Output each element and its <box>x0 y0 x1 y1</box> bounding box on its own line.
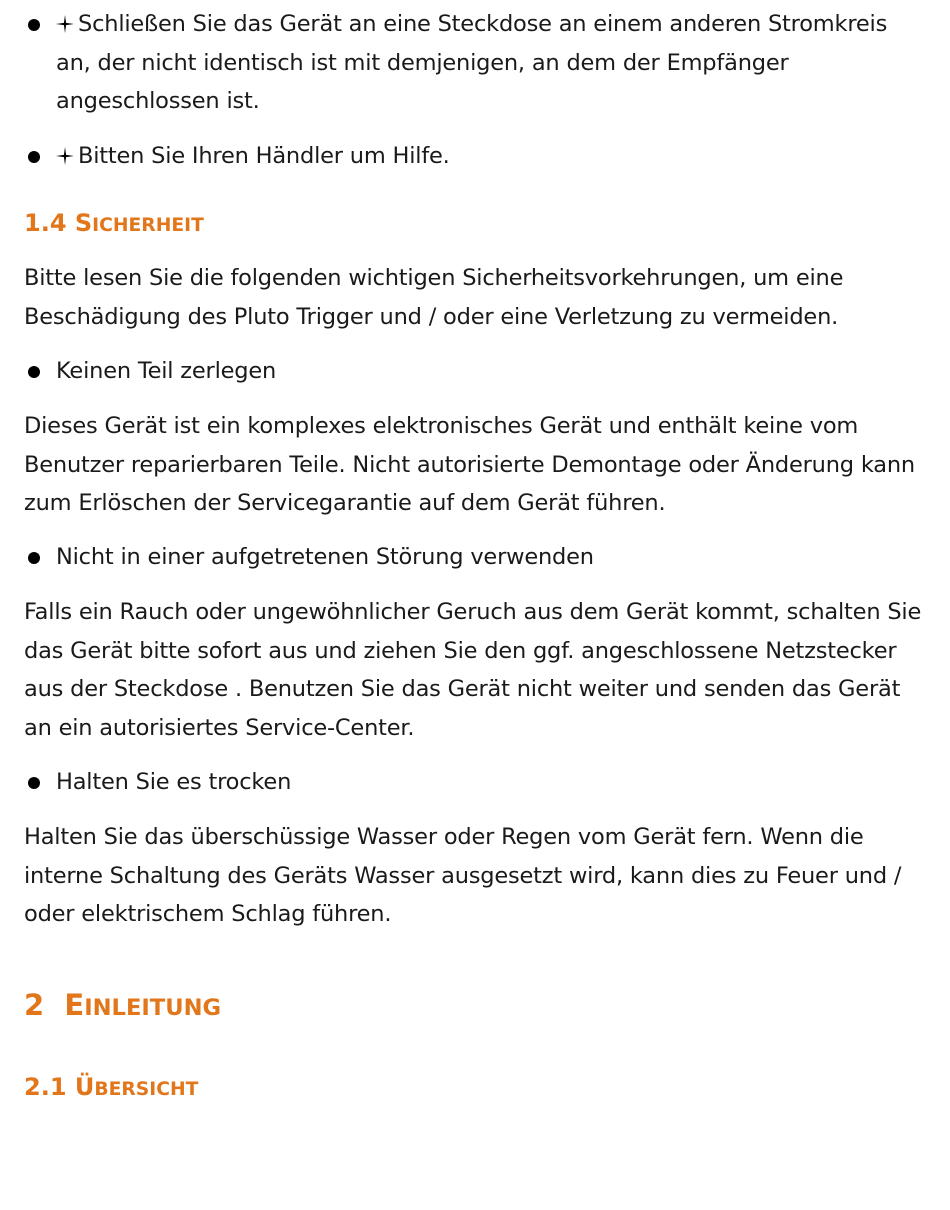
list-item <box>24 538 924 578</box>
section-number: 2 <box>24 988 45 1022</box>
bullet-dot-icon <box>28 19 40 31</box>
section-title-rest: BERSICHT <box>94 1079 199 1100</box>
paragraph: Falls ein Rauch oder ungewöhnlicher Geruch aus dem Gerät kommt, schalten Sie das Gerät bitte sofort aus und ziehen Sie den ggf. angeschlossene Netzstecker aus der Steckdose . Benutzen Sie das Gerät nicht weiter und senden das Gerät an ein autorisiertes Service-Center. <box>24 599 922 741</box>
list-item <box>24 137 924 177</box>
section-number: 1.4 <box>24 209 67 237</box>
bullet-text: Halten Sie es trocken <box>56 769 292 795</box>
section-heading-1-4 <box>24 209 204 237</box>
section-number: 2.1 <box>24 1073 67 1101</box>
bullet-text: Keinen Teil zerlegen <box>56 358 277 384</box>
list-item <box>24 5 924 121</box>
paragraph: Halten Sie das überschüssige Wasser oder Regen vom Gerät fern. Wenn die interne Schaltung des Geräts Wasser ausgesetzt wird, kann dies zu Feuer und / oder elektrischem Schlag führen. <box>24 824 902 927</box>
bullet-dot-icon <box>28 777 40 789</box>
section-title-initial: Ü <box>74 1073 95 1101</box>
four-point-star-icon <box>56 15 74 33</box>
bullet-text: Bitten Sie Ihren Händler um Hilfe. <box>78 143 450 169</box>
section-title-rest: INLEITUNG <box>84 995 222 1021</box>
bullet-dot-icon <box>28 552 40 564</box>
list-item <box>24 352 924 392</box>
section-title-rest: ICHERHEIT <box>92 215 204 236</box>
bullet-text: Nicht in einer aufgetretenen Störung verwenden <box>56 544 594 570</box>
list-item <box>24 763 924 803</box>
section-title-initial: E <box>64 988 85 1022</box>
chapter-heading-2 <box>24 988 221 1022</box>
paragraph: Dieses Gerät ist ein komplexes elektronisches Gerät und enthält keine vom Benutzer reparierbaren Teile. Nicht autorisierte Demontage oder Änderung kann zum Erlöschen der Servicegarantie auf dem Gerät führen. <box>24 413 915 516</box>
bullet-dot-icon <box>28 366 40 378</box>
four-point-star-icon <box>56 147 74 165</box>
section-heading-2-1 <box>24 1073 198 1101</box>
paragraph-intro: Bitte lesen Sie die folgenden wichtigen Sicherheitsvorkehrungen, um eine Beschädigung des Pluto Trigger und / oder eine Verletzung zu vermeiden. <box>24 265 844 330</box>
section-title-initial: S <box>74 209 93 237</box>
bullet-dot-icon <box>28 151 40 163</box>
bullet-text: Schließen Sie das Gerät an eine Steckdose an einem anderen Stromkreis an, der nicht identisch ist mit demjenigen, an dem der Empfänger angeschlossen ist. <box>56 11 888 114</box>
